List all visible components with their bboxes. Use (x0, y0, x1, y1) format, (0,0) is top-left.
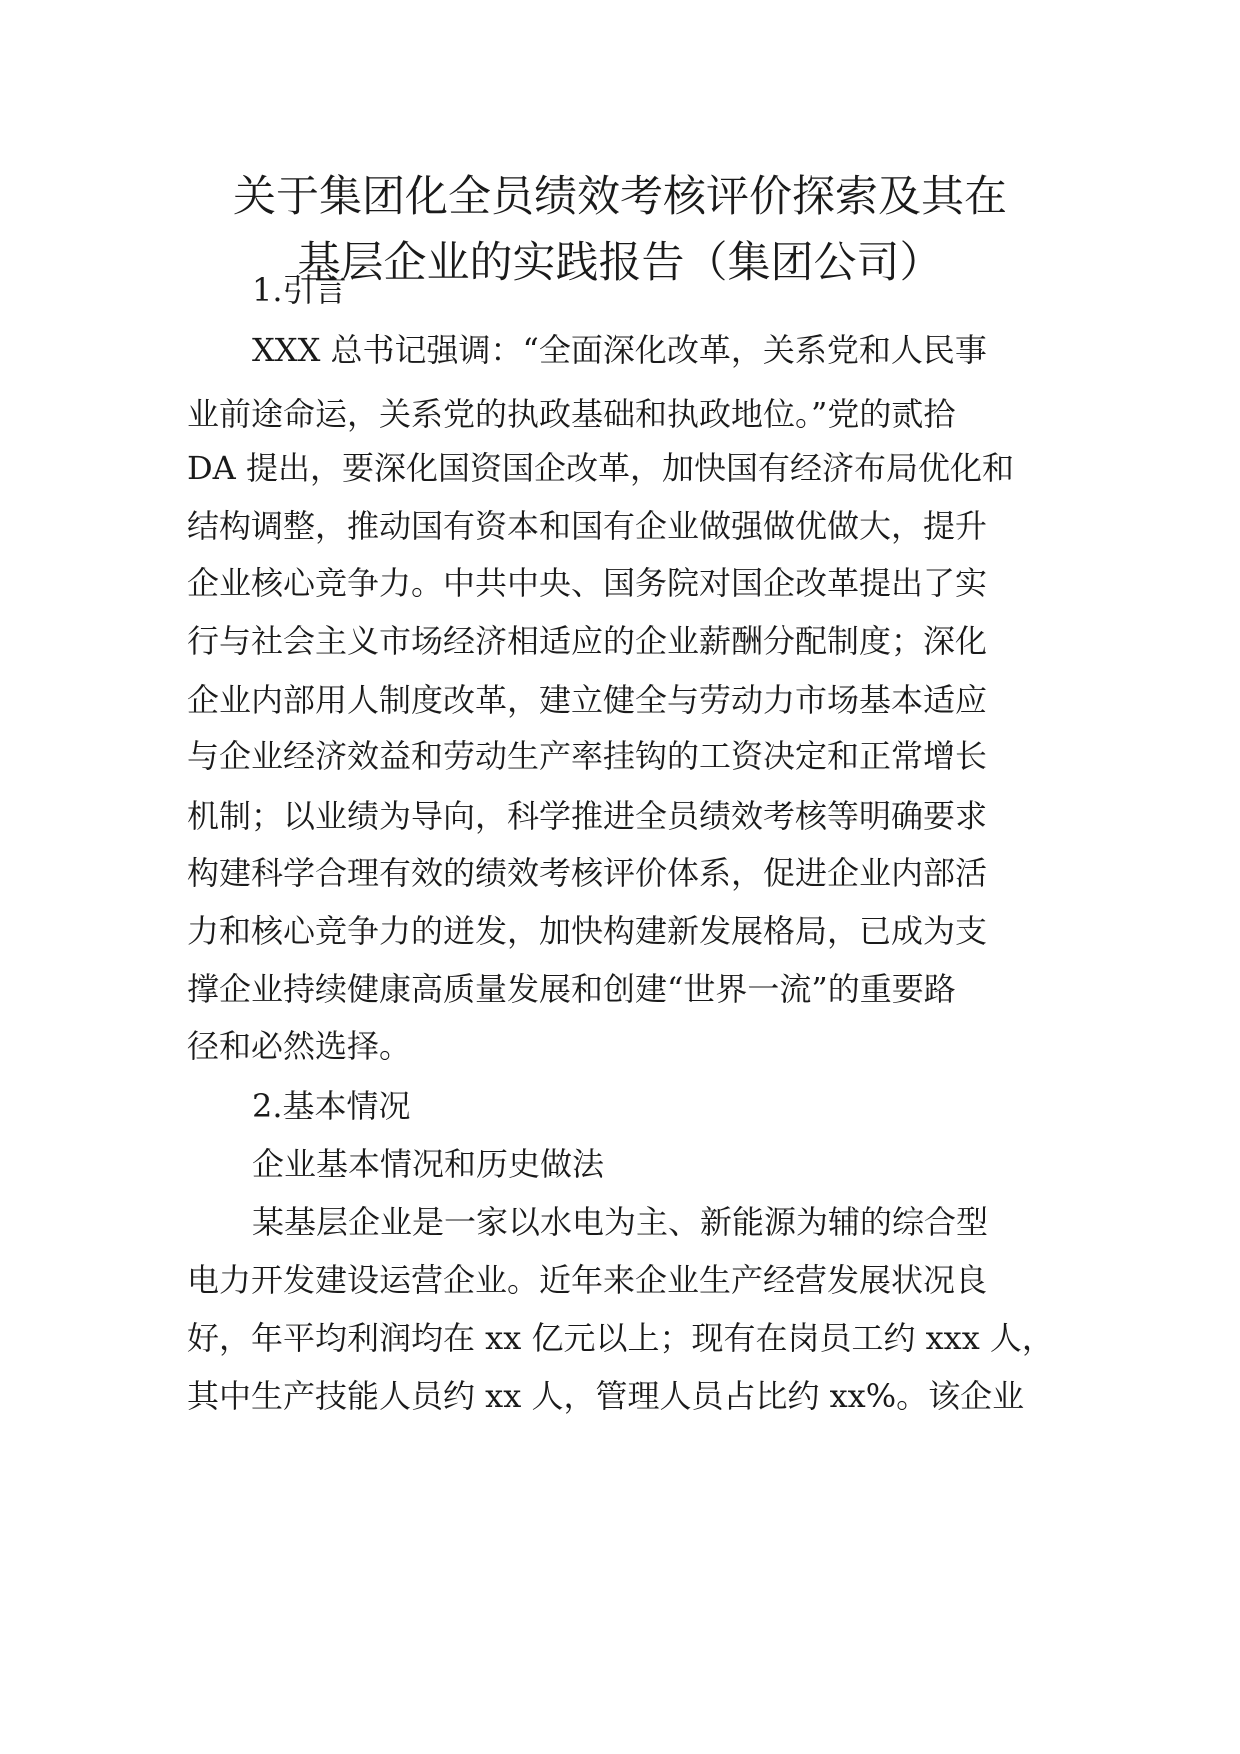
body-line: 其中生产技能人员约 xx 人，管理人员占比约 xx%。该企业 (187, 1377, 1025, 1415)
body-line: 结构调整，推动国有资本和国有企业做强做优做大，提升 (187, 507, 988, 545)
body-line: 业前途命运，关系党的执政基础和执政地位。”党的贰拾 (187, 395, 956, 433)
body-line: 机制；以业绩为导向，科学推进全员绩效考核等明确要求 (187, 797, 988, 835)
body-line: 行与社会主义市场经济相适应的企业薪酬分配制度；深化 (187, 622, 988, 660)
section-heading-introduction: 1.引言 (252, 271, 347, 309)
body-line: 企业内部用人制度改革，建立健全与劳动力市场基本适应 (187, 681, 988, 719)
body-line: 某基层企业是一家以水电为主、新能源为辅的综合型 (252, 1203, 989, 1241)
body-line: DA 提出，要深化国资国企改革，加快国有经济布局优化和 (187, 449, 1014, 487)
body-line: 与企业经济效益和劳动生产率挂钩的工资决定和正常增长 (187, 737, 988, 775)
section-heading-basic-situation: 2.基本情况 (252, 1087, 411, 1125)
body-line: XXX 总书记强调：“全面深化改革，关系党和人民事 (252, 331, 987, 369)
document-title-line-2: 基层企业的实践报告（集团公司） (297, 238, 943, 288)
body-line: 电力开发建设运营企业。近年来企业生产经营发展状况良 (187, 1261, 988, 1299)
subsection-heading: 企业基本情况和历史做法 (252, 1145, 605, 1183)
body-line: 撑企业持续健康高质量发展和创建“世界一流”的重要路 (187, 970, 956, 1008)
document-title-line-1: 关于集团化全员绩效考核评价探索及其在 (233, 172, 1007, 222)
body-line: 力和核心竞争力的迸发，加快构建新发展格局，已成为支 (187, 912, 988, 950)
body-line: 构建科学合理有效的绩效考核评价体系，促进企业内部活 (187, 854, 988, 892)
body-line: 企业核心竞争力。中共中央、国务院对国企改革提出了实 (187, 564, 988, 602)
body-line: 径和必然选择。 (187, 1027, 412, 1065)
body-line: 好，年平均利润均在 xx 亿元以上；现有在岗员工约 xxx 人， (187, 1319, 1054, 1357)
